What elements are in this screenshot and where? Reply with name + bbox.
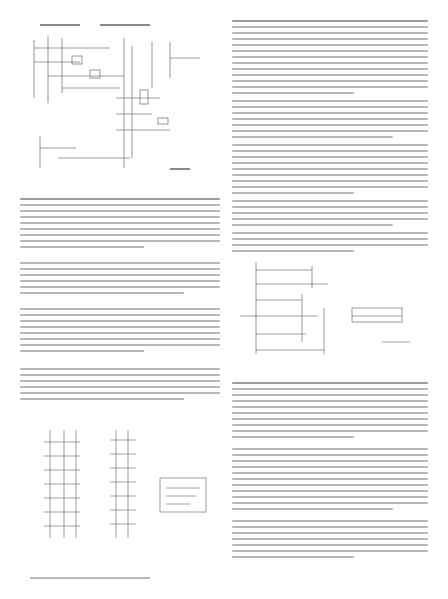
waveform-drawing [20,420,220,550]
schematic-drawing [20,18,220,183]
left-paragraph-4 [20,368,220,404]
right-paragraph-6 [232,382,428,442]
block-diagram-drawing [232,250,428,370]
schematic-figure-bottom [20,420,220,550]
right-paragraph-2 [232,100,428,142]
footer-rule [30,577,150,579]
right-column [232,20,428,580]
block-diagram-figure [232,250,428,370]
right-paragraph-7 [232,448,428,514]
right-paragraph-8 [232,520,428,562]
left-column [20,18,220,588]
left-paragraph-1 [20,198,220,252]
right-paragraph-4 [232,200,428,230]
left-paragraph-3 [20,308,220,356]
left-paragraph-2 [20,262,220,298]
page-footer [30,574,150,584]
right-paragraph-1 [232,20,428,98]
schematic-figure-top [20,18,220,183]
right-paragraph-3 [232,144,428,198]
